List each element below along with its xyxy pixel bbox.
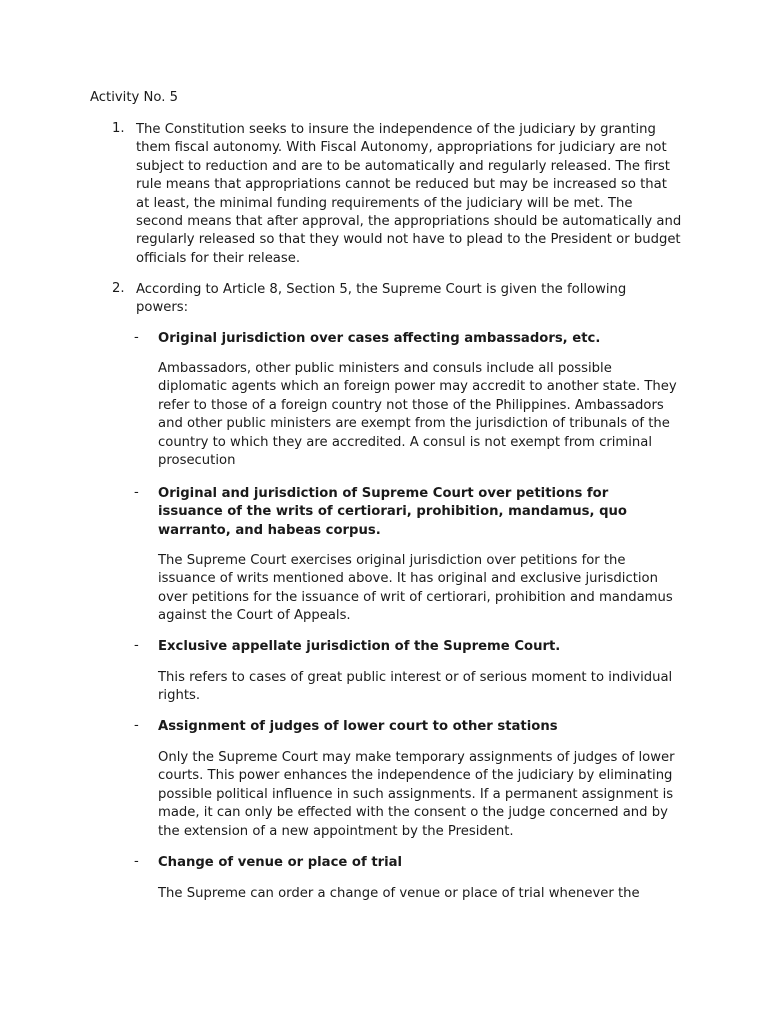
power-description-5: The Supreme can order a change of venue or place of trial whenever the: [158, 886, 640, 901]
numbered-item-2: [112, 281, 682, 318]
numbered-item-1: [112, 121, 682, 268]
dash-marker: -: [134, 485, 139, 500]
dash-marker: -: [134, 330, 139, 345]
power-heading-text: Change of venue or place of trial: [158, 855, 403, 870]
dash-marker: -: [134, 638, 139, 653]
power-heading-5: [134, 854, 674, 872]
activity-title: Activity No. 5: [90, 90, 178, 105]
power-description-1: Ambassadors, other public ministers and consuls include all possible diplomatic agents which an foreign power may accredit to another state. They refer to those of a foreign country not those of the Philippines. Ambassadors and other public ministers are exempt from the jurisdiction of tribunals of the country to which they are accredited. A consul is not exempt from criminal prosecution: [158, 361, 677, 469]
dash-marker: -: [134, 854, 139, 869]
power-description-3: This refers to cases of great public interest or of serious moment to individual rights.: [158, 670, 673, 704]
item-text: According to Article 8, Section 5, the Supreme Court is given the following powers:: [136, 282, 627, 316]
dash-marker: -: [134, 718, 139, 733]
item-number: 1.: [112, 121, 125, 136]
power-heading-text: Original and jurisdiction of Supreme Court over petitions for issuance of the writs of certiorari, prohibition, mandamus, quo warranto, and habeas corpus.: [158, 486, 627, 538]
power-heading-3: [134, 638, 674, 656]
power-heading-4: [134, 718, 674, 736]
item-text: The Constitution seeks to insure the independence of the judiciary by granting them fiscal autonomy. With Fiscal Autonomy, appropriations for judiciary are not subject to reduction and are to be automatically and regularly released. The first rule means that appropriations cannot be reduced but may be increased so that at least, the minimal funding requirements of the judiciary will be met. The second means that after approval, the appropriations should be automatically and regularly released so that they would not have to plead to the President or budget officials for their release.: [136, 122, 682, 266]
power-heading-1: [134, 330, 674, 348]
power-description-4: Only the Supreme Court may make temporary assignments of judges of lower courts. This power enhances the independence of the judiciary by eliminating possible political influence in such assignments. If a permanent assignment is made, it can only be effected with the consent o the judge concerned and by the extension of a new appointment by the President.: [158, 750, 675, 839]
item-number: 2.: [112, 281, 125, 296]
power-heading-text: Exclusive appellate jurisdiction of the Supreme Court.: [158, 639, 561, 654]
power-heading-text: Assignment of judges of lower court to other stations: [158, 719, 558, 734]
power-description-2: The Supreme Court exercises original jurisdiction over petitions for the issuance of writs mentioned above. It has original and exclusive jurisdiction over petitions for the issuance of writ of certiorari, prohibition and mandamus against the Court of Appeals.: [158, 553, 673, 624]
power-heading-text: Original jurisdiction over cases affecting ambassadors, etc.: [158, 331, 601, 346]
power-heading-2: [134, 485, 674, 540]
